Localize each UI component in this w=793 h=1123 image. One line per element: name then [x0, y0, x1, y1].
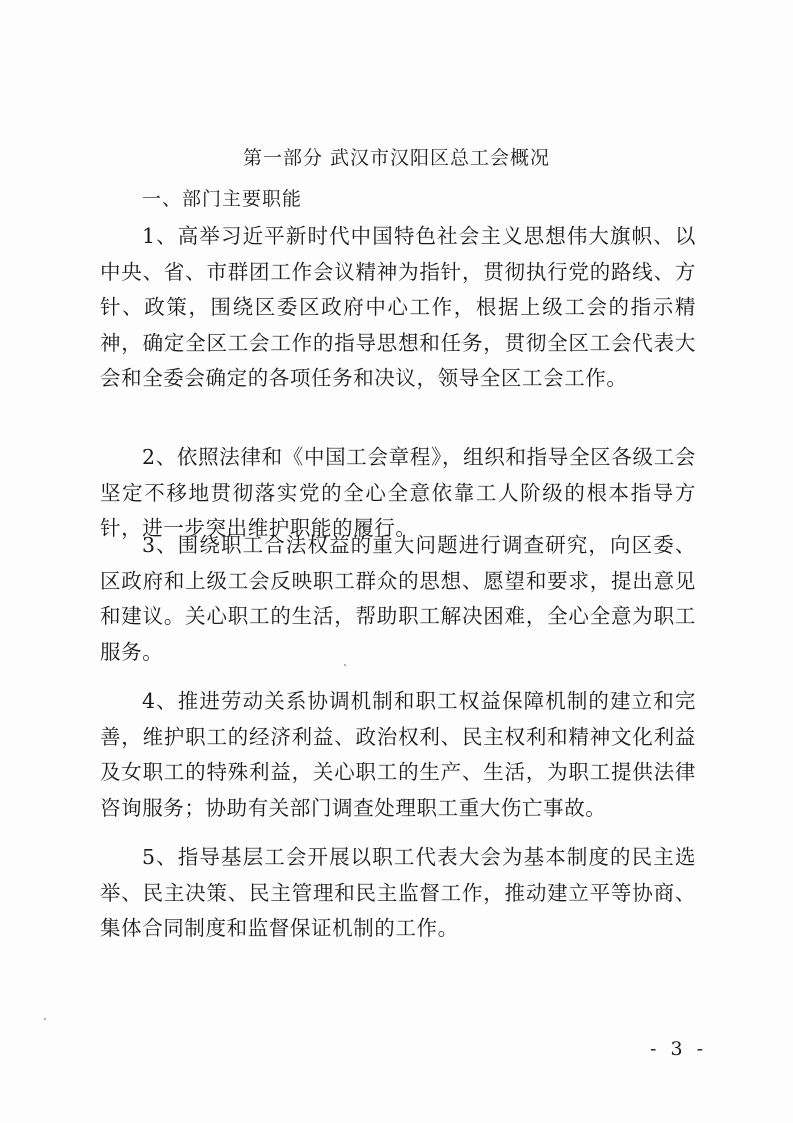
scan-speck — [344, 664, 346, 666]
paragraph-3: 3、围绕职工合法权益的重大问题进行调查研究，向区委、区政府和上级工会反映职工群众的思想、愿望和要求，提出意见和建议。关心职工的生活，帮助职工解决困难，全心全意为职工服务。 — [100, 533, 696, 664]
paragraph-4: 4、推进劳动关系协调机制和职工权益保障机制的建立和完善，维护职工的经济利益、政治权利、民主权利和精神文化利益及女职工的特殊利益，关心职工的生产、生活，为职工提供法律咨询服务；协助有关部门调查处理职工重大伤亡事故。 — [100, 689, 696, 820]
page-number: - 3 - — [650, 1038, 708, 1060]
paragraph-1: 1、高举习近平新时代中国特色社会主义思想伟大旗帜、以中央、省、市群团工作会议精神为指针，贯彻执行党的路线、方针、政策，围绕区委区政府中心工作，根据上级工会的指示精神，确定全区工会工作的指导思想和任务，贯彻全区工会代表大会和全委会确定的各项任务和决议，领导全区工会工作。 — [100, 224, 696, 390]
paragraph-5: 5、指导基层工会开展以职工代表大会为基本制度的民主选举、民主决策、民主管理和民主监督工作，推动建立平等协商、集体合同制度和监督保证机制的工作。 — [100, 845, 696, 940]
section-heading: 一、部门主要职能 — [142, 188, 303, 210]
paragraph-2: 2、依照法律和《中国工会章程》，组织和指导全区各级工会坚定不移地贯彻落实党的全心全意依靠工人阶级的根本指导方针，进一步突出维护职能的履行。 — [100, 445, 696, 540]
scan-speck — [44, 1018, 46, 1020]
document-title: 第一部分 武汉市汉阳区总工会概况 — [242, 147, 551, 169]
